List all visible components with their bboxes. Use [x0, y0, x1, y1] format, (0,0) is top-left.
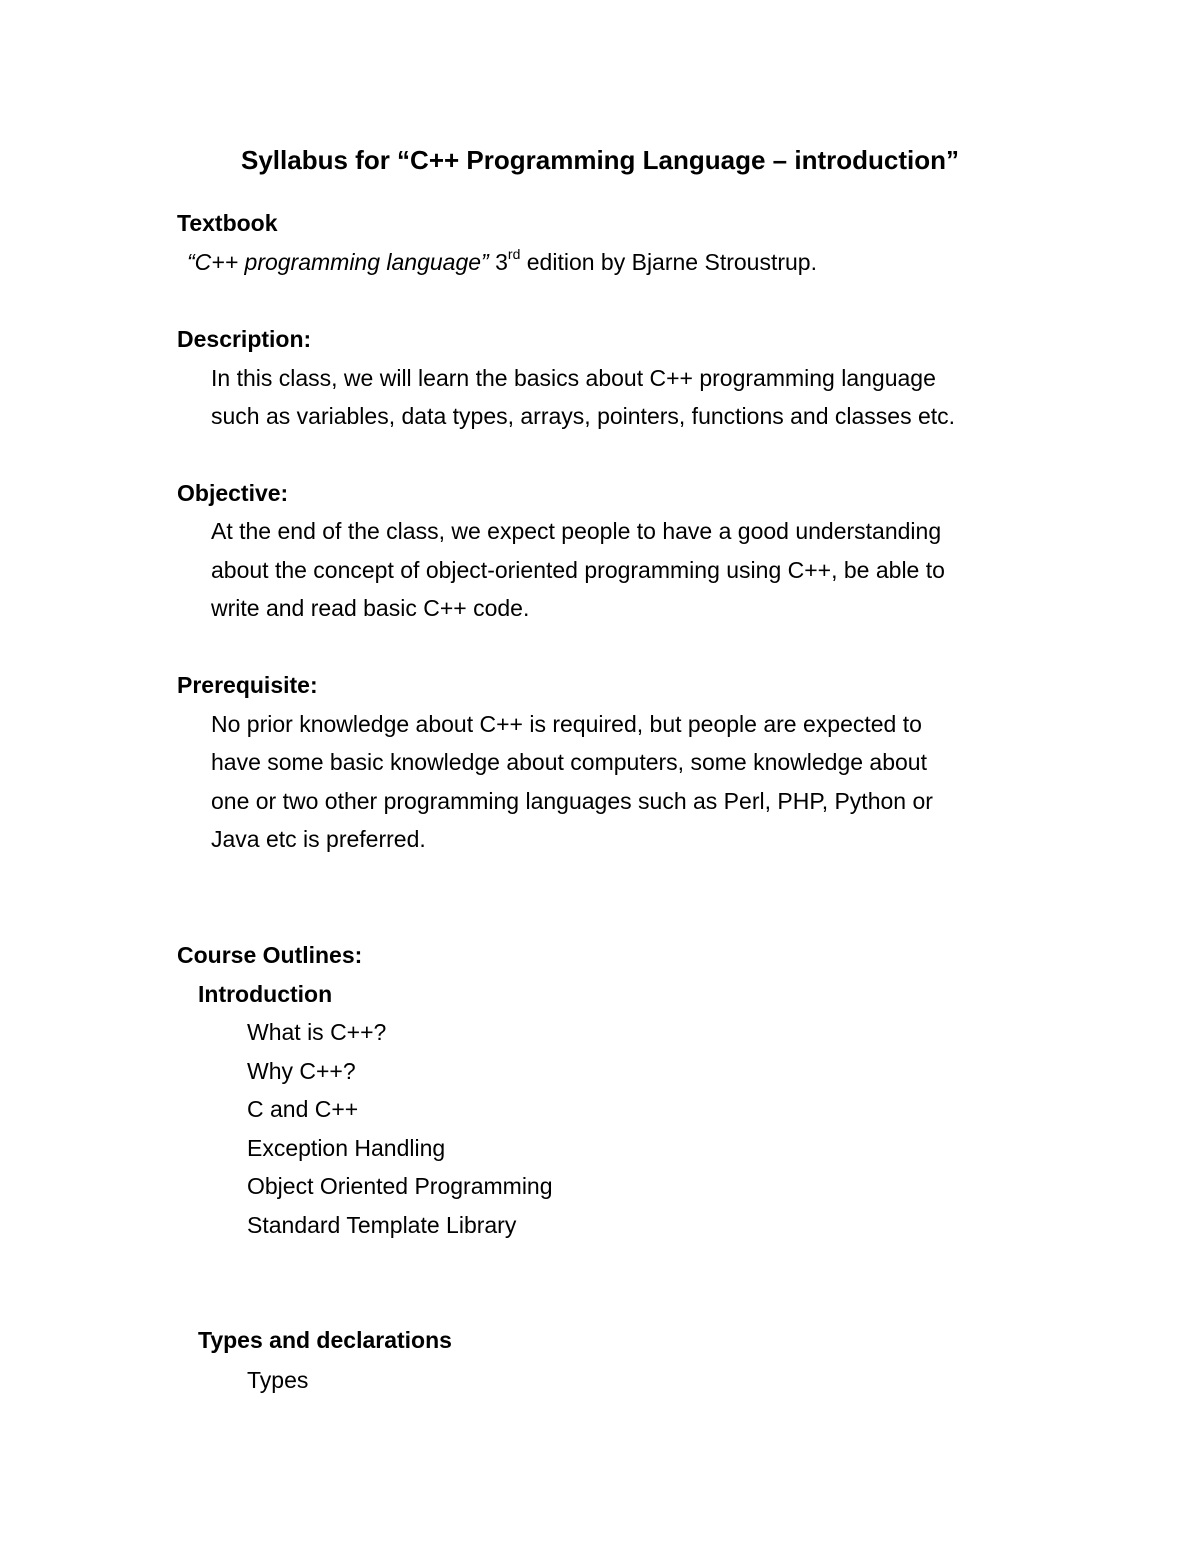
outline-item: Exception Handling [247, 1135, 446, 1161]
objective-heading: Objective: [177, 480, 289, 506]
prerequisite-line: one or two other programming languages such as Perl, PHP, Python or [211, 788, 933, 814]
outline-item: Standard Template Library [247, 1212, 517, 1238]
outline-item: What is C++? [247, 1019, 387, 1045]
textbook-heading: Textbook [177, 210, 278, 236]
description-line: such as variables, data types, arrays, pointers, functions and classes etc. [211, 403, 956, 429]
objective-line: about the concept of object-oriented programming using C++, be able to [211, 557, 945, 583]
page-title: Syllabus for “C++ Programming Language – introduction” [241, 145, 959, 175]
outline-item: Types [247, 1367, 309, 1393]
outline-section-title: Types and declarations [198, 1327, 452, 1353]
description-line: In this class, we will learn the basics about C++ programming language [211, 365, 936, 391]
prerequisite-line: Java etc is preferred. [211, 826, 426, 852]
prerequisite-heading: Prerequisite: [177, 672, 318, 698]
textbook-edition-suffix: rd [507, 246, 521, 263]
textbook-citation [187, 248, 817, 276]
textbook-edition-number: 3 [488, 249, 508, 275]
prerequisite-line: have some basic knowledge about computers, some knowledge about [211, 749, 927, 775]
textbook-title: “C++ programming language” [187, 249, 489, 275]
objective-line: At the end of the class, we expect people to have a good understanding [211, 518, 942, 544]
objective-line: write and read basic C++ code. [211, 595, 530, 621]
prerequisite-line: No prior knowledge about C++ is required, but people are expected to [211, 711, 922, 737]
outline-item: Why C++? [247, 1058, 356, 1084]
textbook-author: edition by Bjarne Stroustrup. [520, 249, 817, 275]
description-heading: Description: [177, 326, 312, 352]
outline-item: C and C++ [247, 1096, 359, 1122]
outline-section-title: Introduction [198, 981, 333, 1007]
course-outlines-heading: Course Outlines: [177, 942, 363, 968]
outline-item: Object Oriented Programming [247, 1173, 553, 1199]
